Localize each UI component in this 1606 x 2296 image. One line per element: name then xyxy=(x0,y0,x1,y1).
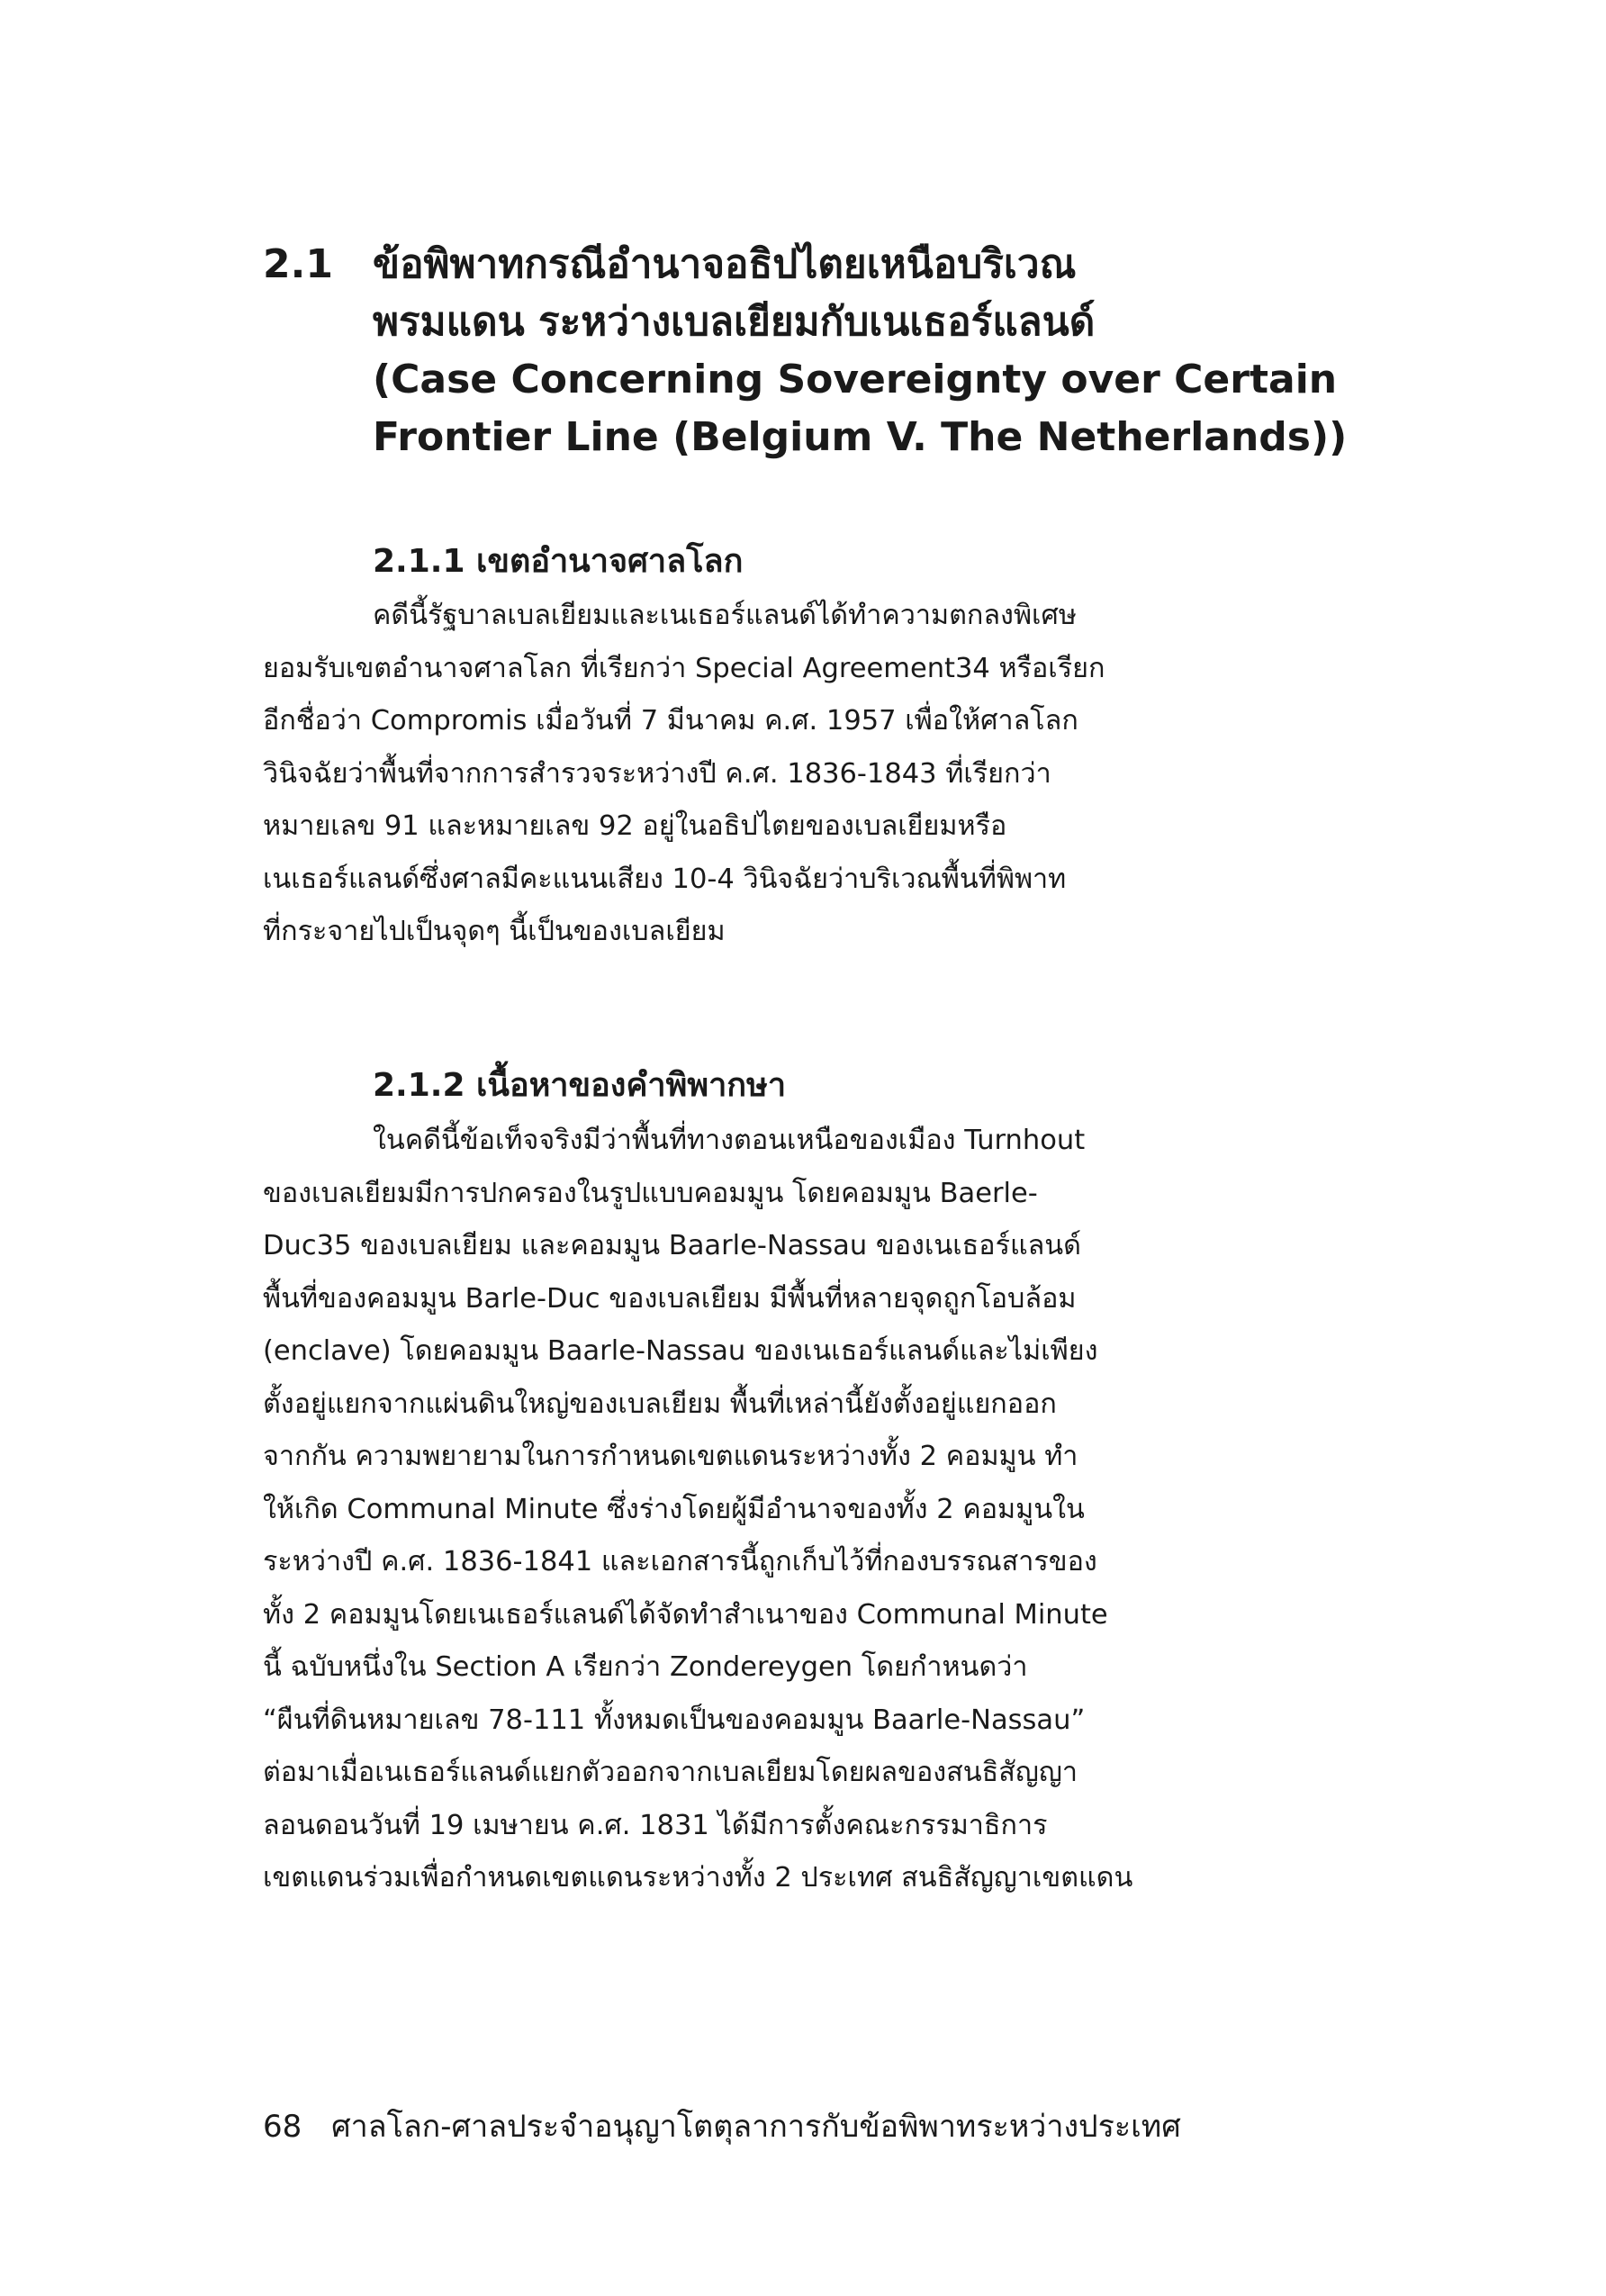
text-line: ทั้ง 2 คอมมูนโดยเนเธอร์แลนด์ได้จัดทำสำเนาของ Communal Minute xyxy=(263,1598,1108,1631)
text-line: ในคดีนี้ข้อเท็จจริงมีว่าพื้นที่ทางตอนเหนือของเมือง Turnhout xyxy=(373,1125,1086,1156)
text-line: ให้เกิด Communal Minute ซึ่งร่างโดยผู้มีอำนาจของทั้ง 2 คอมมูนใน xyxy=(263,1493,1085,1525)
subsection-heading: 2.1.1 เขตอำนาจศาลโลก xyxy=(373,543,744,580)
text-line: “ผืนที่ดินหมายเลข 78-111 ทั้งหมดเป็นของคอมมูน Baarle-Nassau” xyxy=(263,1704,1086,1736)
text-line: ต่อมาเมื่อเนเธอร์แลนด์แยกตัวออกจากเบลเยียมโดยผลของสนธิสัญญา xyxy=(263,1757,1078,1788)
text-line: ลอนดอนวันที่ 19 เมษายน ค.ศ. 1831 ได้มีการตั้งคณะกรรมาธิการ xyxy=(263,1809,1048,1841)
text-line: ที่กระจายไปเป็นจุดๆ นี้เป็นของเบลเยียม xyxy=(263,916,726,947)
section-title-line: (Case Concerning Sovereignty over Certain xyxy=(373,357,1338,402)
text-line: (enclave) โดยคอมมูน Baarle-Nassau ของเนเธอร์แลนด์และไม่เพียง xyxy=(263,1335,1098,1367)
paragraph xyxy=(263,590,1307,959)
text-line: นี้ ฉบับหนึ่งใน Section A เรียกว่า Zondereygen โดยกำหนดว่า xyxy=(263,1651,1028,1683)
section-title xyxy=(373,236,1406,466)
text-line: ยอมรับเขตอำนาจศาลโลก ที่เรียกว่า Special Agreement34 หรือเรียก xyxy=(263,652,1105,684)
section-number: 2.1 xyxy=(263,241,333,287)
text-line: จากกัน ความพยายามในการกำหนดเขตแดนระหว่างทั้ง 2 คอมมูน ทำ xyxy=(263,1441,1078,1472)
text-line: คดีนี้รัฐบาลเบลเยียมและเนเธอร์แลนด์ได้ทำความตกลงพิเศษ xyxy=(373,600,1077,631)
text-line: พื้นที่ของคอมมูน Barle-Duc ของเบลเยียม มีพื้นที่หลายจุดถูกโอบล้อม xyxy=(263,1282,1077,1315)
text-line: ของเบลเยียมมีการปกครองในรูปแบบคอมมูน โดยคอมมูน Baerle- xyxy=(263,1177,1038,1209)
text-line: Duc35 ของเบลเยียม และคอมมูน Baarle-Nassau ของเนเธอร์แลนด์ xyxy=(263,1230,1081,1261)
section-title-line: ข้อพิพาทกรณีอำนาจอธิปไตยเหนือบริเวณ xyxy=(373,241,1077,287)
book-title: ศาลโลก-ศาลประจำอนุญาโตตุลาการกับข้อพิพาทระหว่างประเทศ xyxy=(331,2109,1181,2145)
section-title-line: พรมแดน ระหว่างเบลเยียมกับเนเธอร์แลนด์ xyxy=(373,299,1096,345)
section-title-line: Frontier Line (Belgium V. The Netherlands)) xyxy=(373,414,1348,460)
text-line: เขตแดนร่วมเพื่อกำหนดเขตแดนระหว่างทั้ง 2 ประเทศ สนธิสัญญาเขตแดน xyxy=(263,1862,1133,1894)
subsection-heading: 2.1.2 เนื้อหาของคำพิพากษา xyxy=(373,1067,787,1104)
text-line: อีกชื่อว่า Compromis เมื่อวันที่ 7 มีนาคม ค.ศ. 1957 เพื่อให้ศาลโลก xyxy=(263,705,1078,737)
text-line: เนเธอร์แลนด์ซึ่งศาลมีคะแนนเสียง 10-4 วินิจฉัยว่าบริเวณพื้นที่พิพาท xyxy=(263,863,1067,895)
section-heading xyxy=(263,236,1406,466)
text-line: ตั้งอยู่แยกจากแผ่นดินใหญ่ของเบลเยียม พื้นที่เหล่านี้ยังตั้งอยู่แยกออก xyxy=(263,1388,1057,1420)
paragraph xyxy=(263,1115,1307,1905)
page-number: 68 xyxy=(263,2109,302,2145)
page-footer xyxy=(263,2105,1343,2148)
text-line: ระหว่างปี ค.ศ. 1836-1841 และเอกสารนี้ถูกเก็บไว้ที่กองบรรณสารของ xyxy=(263,1546,1097,1577)
text-line: วินิจฉัยว่าพื้นที่จากการสำรวจระหว่างปี ค.ศ. 1836-1843 ที่เรียกว่า xyxy=(263,757,1051,790)
text-line: หมายเลข 91 และหมายเลข 92 อยู่ในอธิปไตยของเบลเยียมหรือ xyxy=(263,810,1007,842)
